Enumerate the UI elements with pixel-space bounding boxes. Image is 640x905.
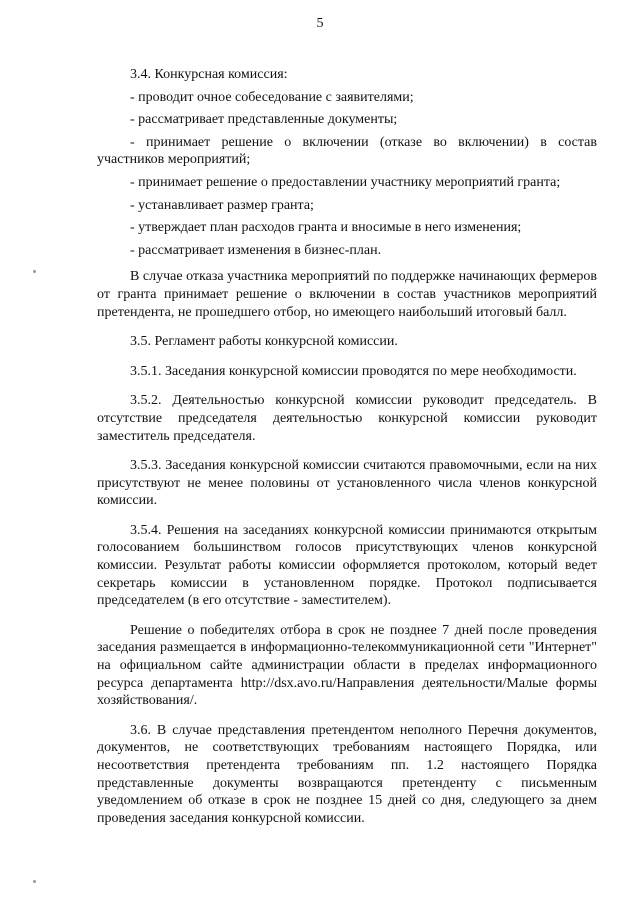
paragraph: 3.5.2. Деятельностью конкурсной комиссии руководит председатель. В отсутствие председателя деятельностью конкурсной комиссии руководит заместитель председателя.	[97, 393, 597, 444]
list-item: - рассматривает представленные документы;	[130, 112, 398, 128]
paragraph: Решение о победителях отбора в срок не позднее 7 дней после проведения заседания размещается в информационно-телекоммуникационной сети "Интернет" на официальном сайте администрации области в пределах информационного ресурса департамента http://dsx.avo.ru/Направления деятельности/Малые формы хозяйствования/.	[97, 622, 597, 709]
margin-mark	[33, 880, 36, 883]
document-body	[97, 66, 597, 827]
list-item: - принимает решение о включении (отказе во включении) в состав участников мероприятий;	[97, 134, 597, 168]
list-item: - устанавливает размер гранта;	[130, 197, 314, 213]
margin-mark	[33, 270, 36, 273]
list-item: - проводит очное собеседование с заявителями;	[130, 89, 414, 105]
paragraph: 3.5.4. Решения на заседаниях конкурсной комиссии принимаются открытым голосованием большинством голосов присутствующих членов конкурсной комиссии. Результат работы комиссии оформляется протоколом, который ведет секретарь комиссии в установленном порядке. Протокол подписывается председателем (в его отсутствие - заместителем).	[97, 522, 597, 609]
page-number: 5	[316, 16, 324, 31]
list-item: - принимает решение о предоставлении участнику мероприятий гранта;	[130, 174, 561, 190]
paragraph: В случае отказа участника мероприятий по поддержке начинающих фермеров от гранта принимает решение о включении в состав участников мероприятий претендента, не прошедшего отбор, но имеющего наибольший итоговый балл.	[97, 269, 597, 320]
list-item: - рассматривает изменения в бизнес-план.	[130, 242, 382, 258]
list-item: - утверждает план расходов гранта и вносимые в него изменения;	[130, 220, 522, 236]
paragraph: 3.5.3. Заседания конкурсной комиссии считаются правомочными, если на них присутствуют не менее половины от установленного числа членов конкурсной комиссии.	[97, 458, 597, 509]
section-heading-3-5: 3.5. Регламент работы конкурсной комиссии.	[130, 334, 398, 350]
paragraph: 3.5.1. Заседания конкурсной комиссии проводятся по мере необходимости.	[130, 363, 577, 379]
section-heading-3-4: 3.4. Конкурсная комиссия:	[130, 67, 288, 82]
section-paragraph-3-6: 3.6. В случае представления претендентом неполного Перечня документов, документов, не соответствующих требованиям настоящего Порядка, или несоответствия претендента требованиям пп. 1.2 настоящего Порядка представленные документы возвращаются претенденту с письменным уведомлением об отказе в срок не позднее 15 дней со дня, следующего за днем проведения заседания конкурсной комиссии.	[97, 722, 597, 826]
